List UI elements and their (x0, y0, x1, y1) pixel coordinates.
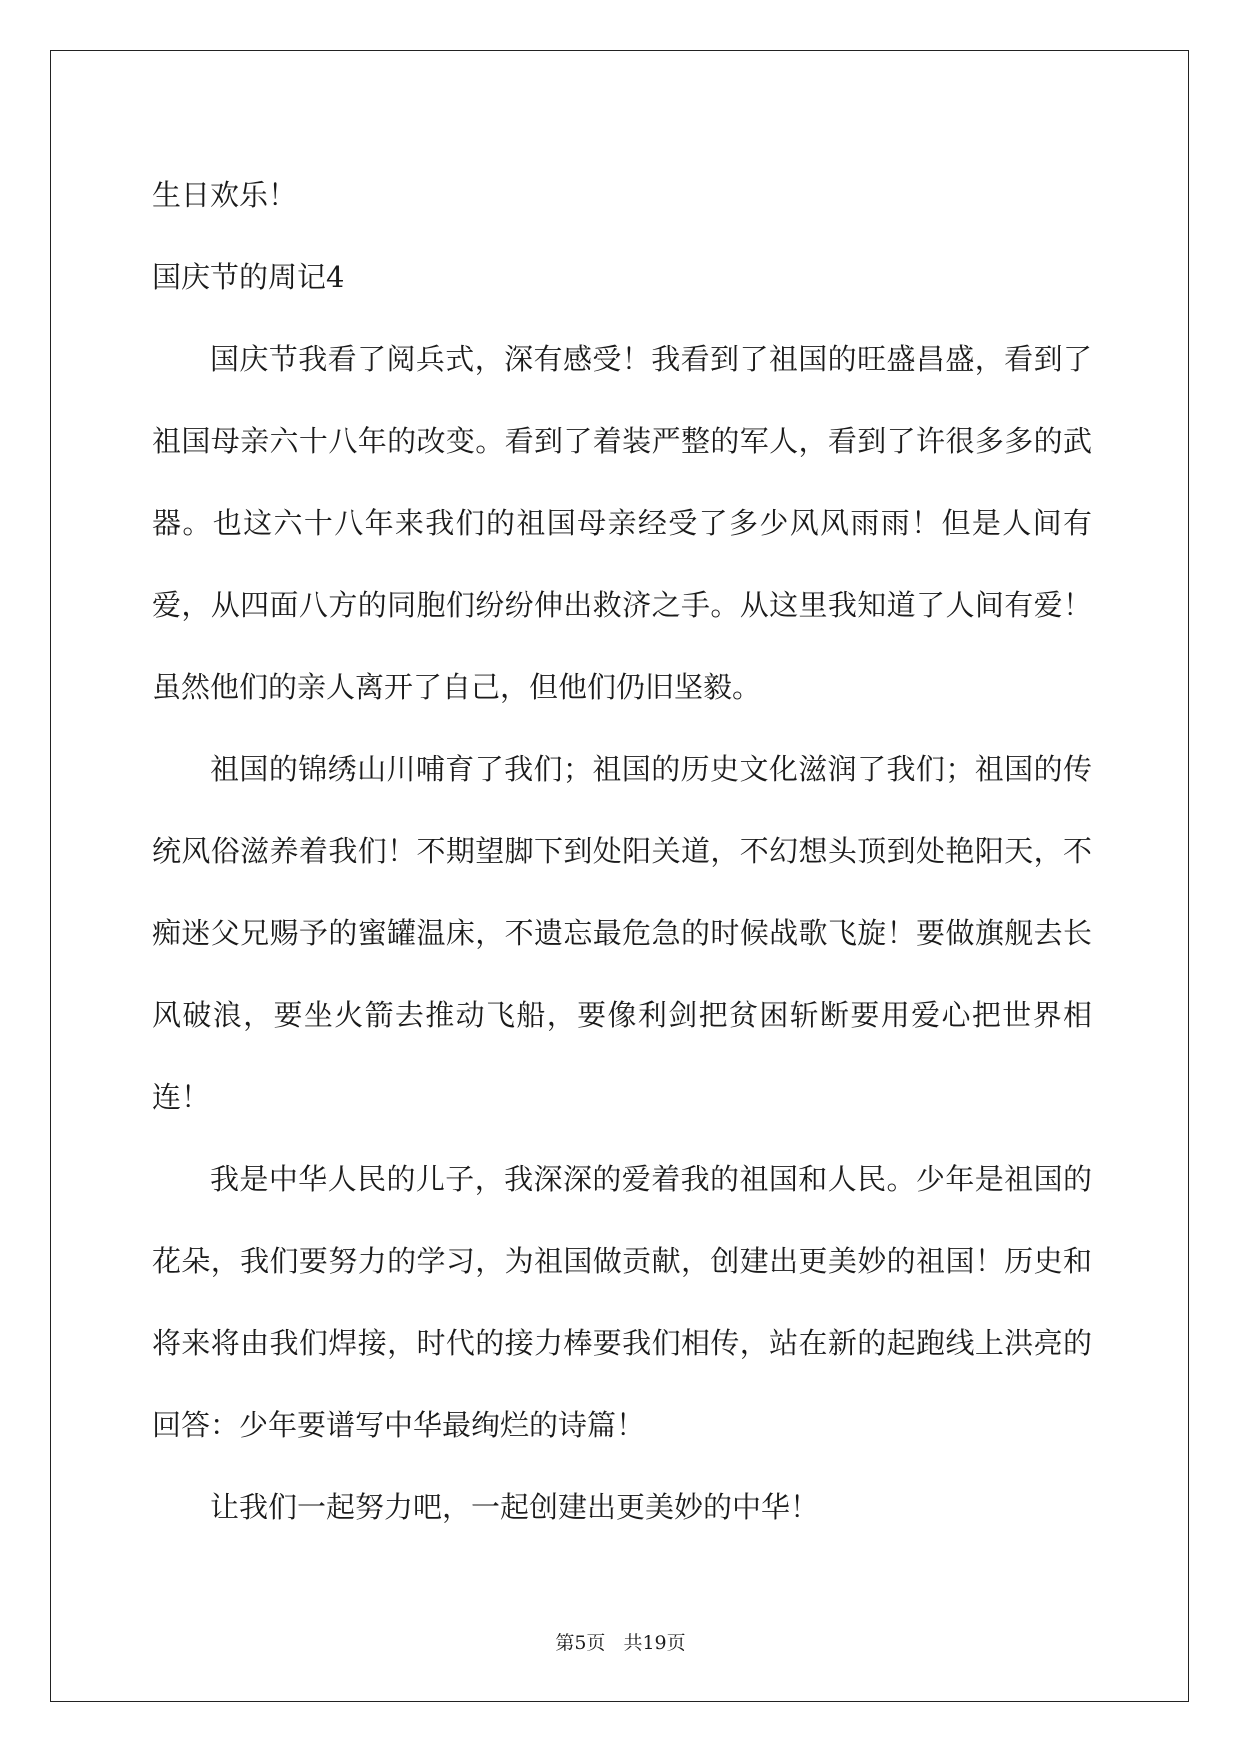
section-heading: 国庆节的周记4 (152, 260, 345, 294)
document-body (152, 154, 1092, 1548)
paragraph-1: 国庆节我看了阅兵式，深有感受！我看到了祖国的旺盛昌盛，看到了祖国母亲六十八年的改变。看到了着装严整的军人，看到了许很多多的武器。也这六十八年来我们的祖国母亲经受了多少风风雨雨！但是人间有爱，从四面八方的同胞们纷纷伸出救济之手。从这里我知道了人间有爱！虽然他们的亲人离开了自己，但他们仍旧坚毅。 (152, 342, 1092, 704)
paragraph-3: 我是中华人民的儿子，我深深的爱着我的祖国和人民。少年是祖国的花朵，我们要努力的学习，为祖国做贡献，创建出更美妙的祖国！历史和将来将由我们焊接，时代的接力棒要我们相传，站在新的起跑线上洪亮的回答：少年要谱写中华最绚烂的诗篇！ (152, 1162, 1092, 1442)
paragraph-4: 让我们一起努力吧，一起创建出更美妙的中华！ (210, 1490, 820, 1524)
paragraph-2: 祖国的锦绣山川哺育了我们；祖国的历史文化滋润了我们；祖国的传统风俗滋养着我们！不期望脚下到处阳关道，不幻想头顶到处艳阳天，不痴迷父兄赐予的蜜罐温床，不遗忘最危急的时候战歌飞旋！要做旗舰去长风破浪，要坐火箭去推动飞船，要像利剑把贫困斩断要用爱心把世界相连！ (152, 752, 1092, 1114)
page-number: 第5页 (555, 1632, 606, 1654)
closing-line: 生日欢乐！ (152, 178, 298, 212)
total-pages: 共19页 (623, 1632, 686, 1654)
page-footer (0, 1628, 1241, 1655)
